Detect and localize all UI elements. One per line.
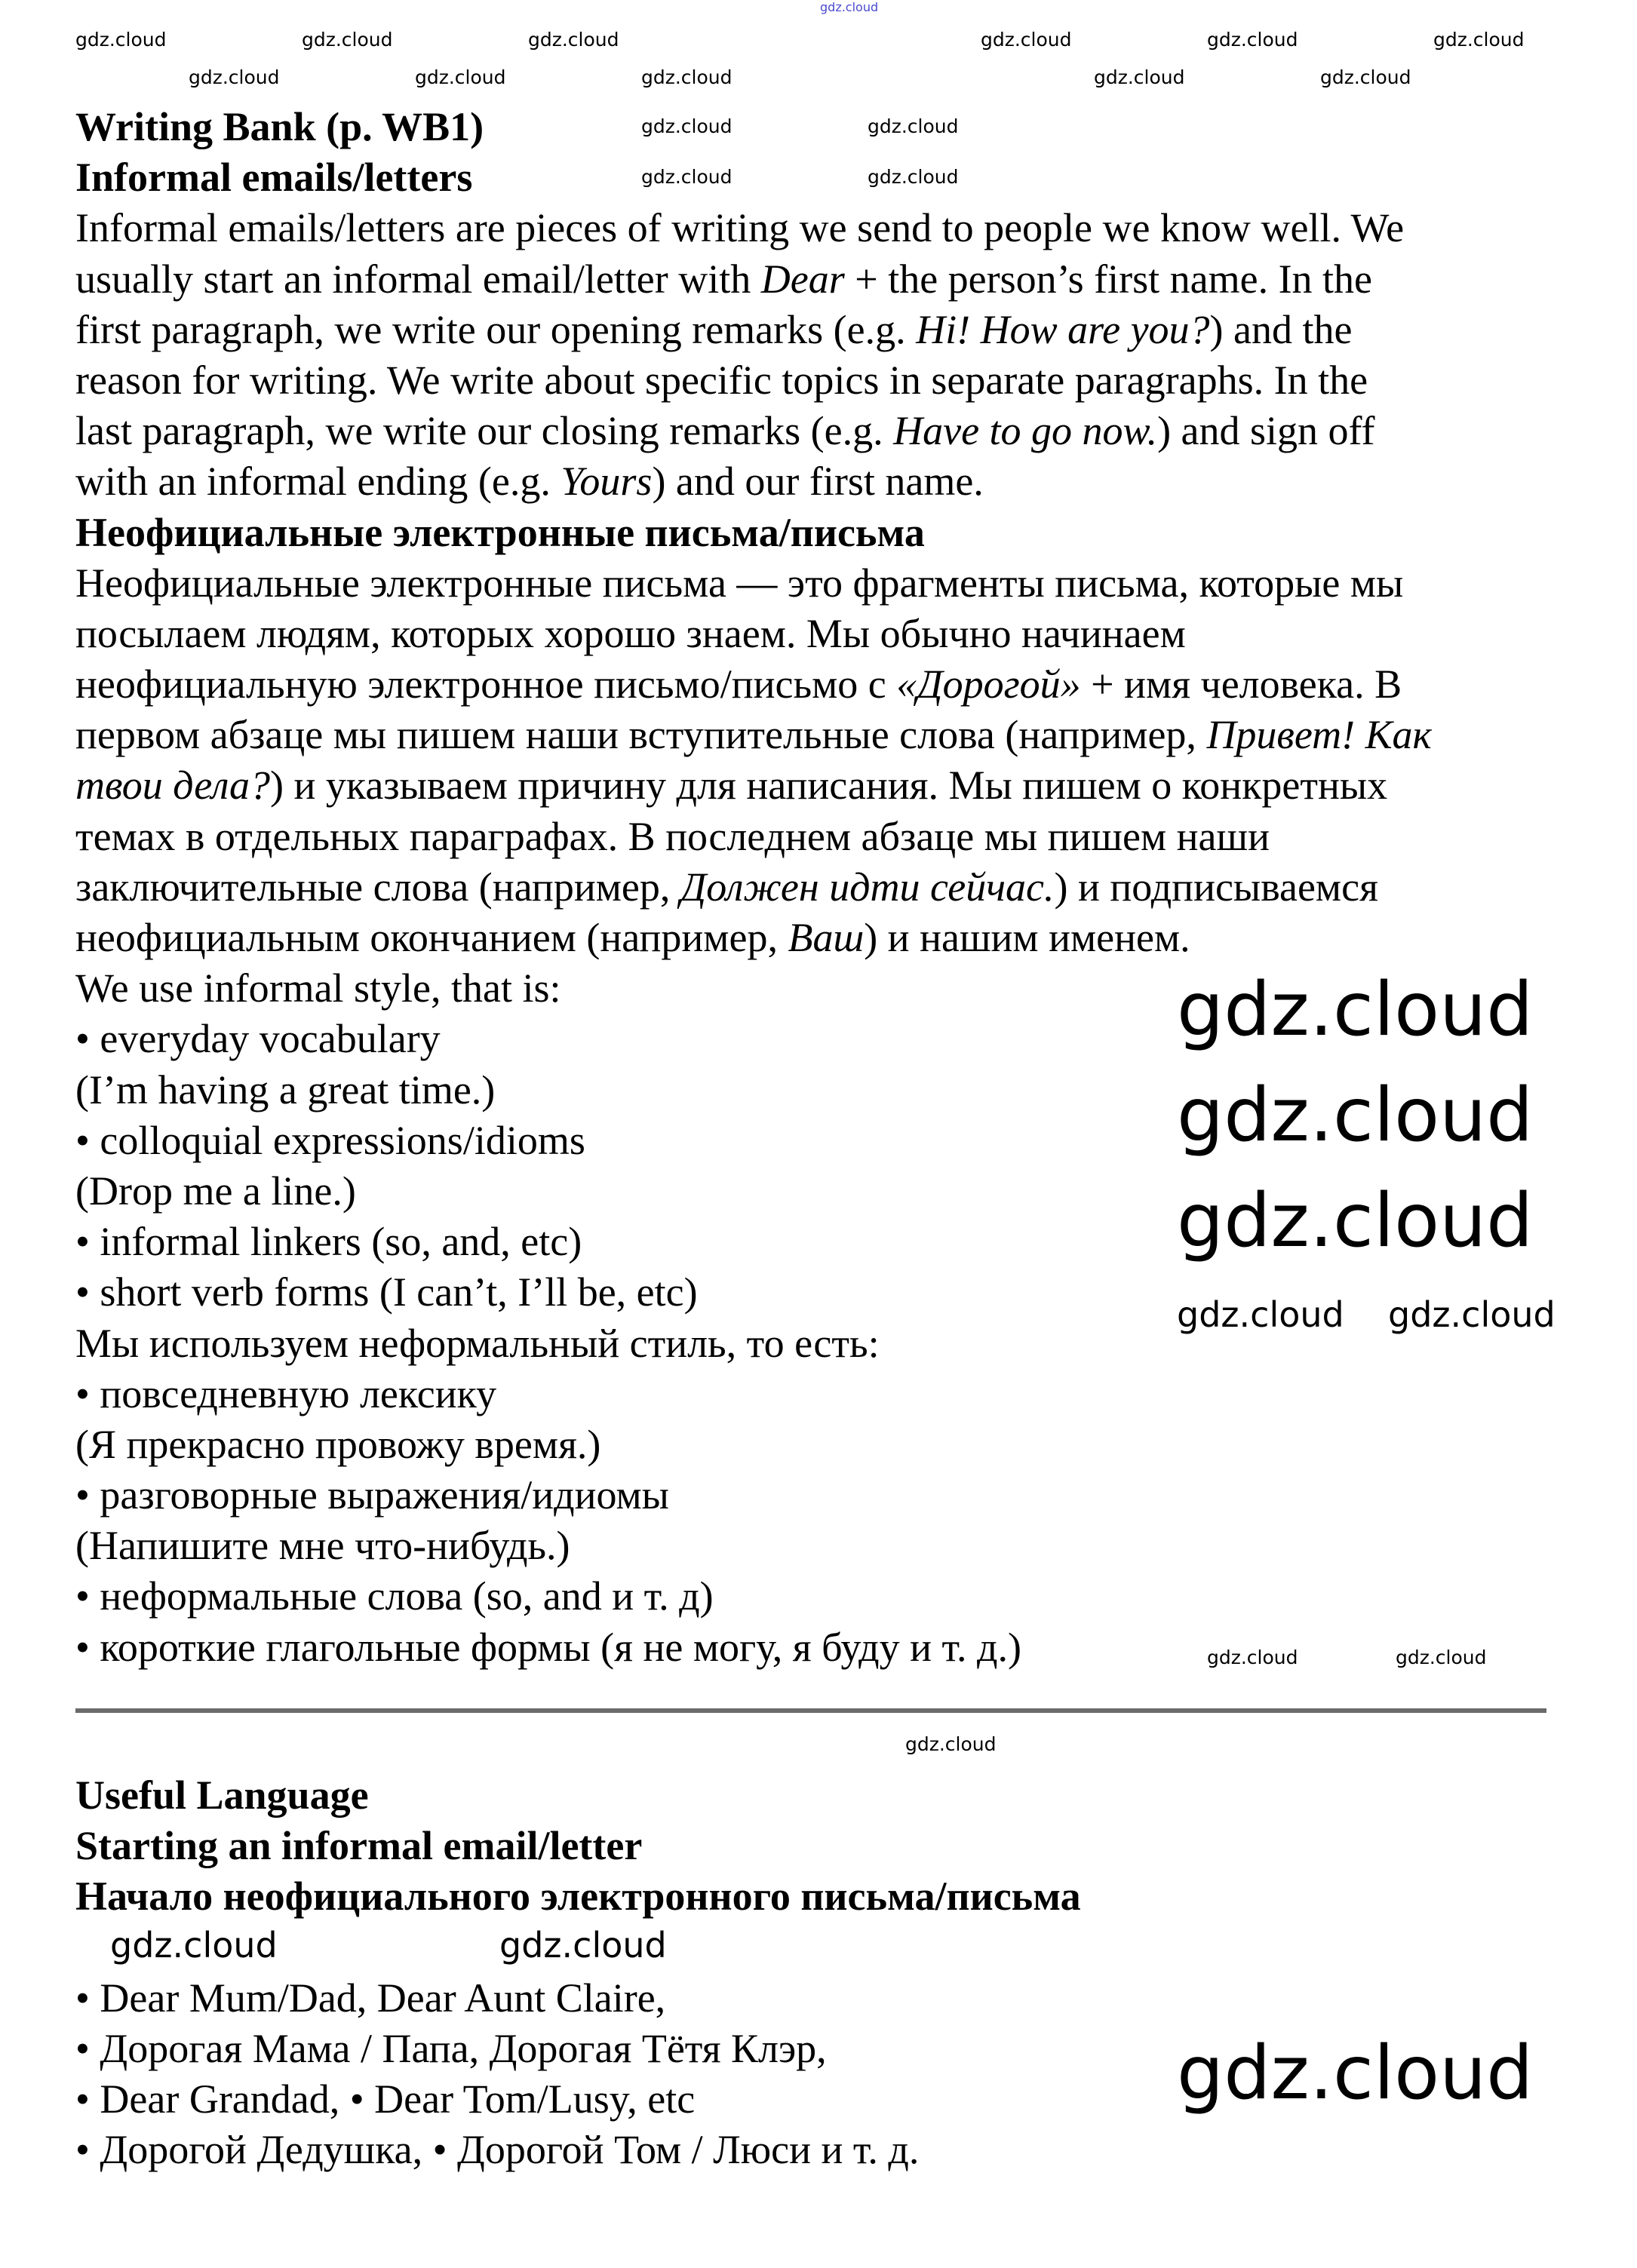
text-segment: (I’m having a great time.): [75, 1066, 496, 1113]
text-segment: • informal linkers (so, and, etc): [75, 1219, 582, 1265]
text-segment: (Drop me a line.): [75, 1168, 356, 1214]
text-segment: посылаем людям, которых хорошо знаем. Мы обычно начинаем: [75, 610, 1186, 656]
watermark: gdz.cloud: [1396, 1647, 1487, 1668]
italic-example: Привет! Как: [1206, 712, 1432, 758]
text-line: [75, 1521, 1432, 1571]
text-segment: Мы используем неформальный стиль, то есть:: [75, 1320, 880, 1366]
text-line: [75, 2074, 1081, 2125]
watermark: gdz.cloud: [981, 29, 1072, 51]
text-segment: темах в отдельных параграфах. В последнем абзаце мы пишем наши: [75, 813, 1270, 859]
text-segment: with an informal ending (e.g.: [75, 459, 561, 505]
text-line: [75, 355, 1432, 406]
text-segment: ) and our first name.: [652, 459, 984, 505]
text-segment: + имя человека. В: [1080, 661, 1402, 707]
text-segment: Informal emails/letters are pieces of writing we send to people we know well. We: [75, 205, 1405, 251]
watermark: gdz.cloud: [1177, 1073, 1534, 1159]
text-line: [75, 1571, 1432, 1622]
text-segment: • everyday vocabulary: [75, 1016, 441, 1062]
watermark: gdz.cloud: [110, 1925, 278, 1966]
watermark: gdz.cloud: [1177, 967, 1534, 1053]
text-segment: • неформальные слова (so, and и т. д): [75, 1573, 714, 1619]
text-segment: Informal emails/letters: [75, 155, 473, 201]
watermark: gdz.cloud: [641, 115, 733, 137]
text-segment: Starting an informal email/letter: [75, 1823, 643, 1869]
watermark: gdz.cloud: [1320, 66, 1411, 88]
text-segment: Начало неофициального электронного письма/письма: [75, 1874, 1081, 1920]
italic-example: «Дорогой»: [896, 661, 1081, 707]
heading-line: [75, 152, 1432, 203]
text-segment: Writing Bank (p. WB1): [75, 104, 484, 149]
watermark: gdz.cloud: [302, 29, 393, 51]
watermark: gdz.cloud: [641, 166, 733, 188]
text-segment: + the person’s first name. In the: [844, 256, 1373, 302]
text-line: [75, 812, 1432, 862]
text-segment: заключительные слова (например,: [75, 864, 680, 910]
italic-example: Yours: [561, 459, 653, 505]
text-segment: • короткие глагольные формы (я не могу, я буду и т. д.): [75, 1624, 1021, 1670]
text-line: [75, 305, 1432, 355]
text-segment: ) and sign off: [1157, 408, 1375, 454]
text-segment: usually start an informal email/letter with: [75, 256, 761, 302]
watermark: gdz.cloud: [528, 29, 619, 51]
text-segment: • colloquial expressions/idioms: [75, 1117, 585, 1163]
heading-line: [75, 1821, 1081, 1871]
italic-example: Have to go now.: [893, 408, 1158, 454]
watermark: gdz.cloud: [905, 1733, 997, 1755]
text-line: [75, 659, 1432, 710]
heading-line: [75, 1871, 1081, 1922]
text-segment: reason for writing. We write about specific topics in separate paragraphs. In the: [75, 357, 1368, 403]
text-segment: ) and the: [1209, 306, 1353, 352]
watermark: gdz.cloud: [1177, 1178, 1534, 1264]
watermark: gdz.cloud: [75, 29, 167, 51]
italic-example: Hi! How are you?: [916, 306, 1210, 352]
watermark: gdz.cloud: [868, 115, 959, 137]
heading-line: [75, 102, 1432, 152]
watermark: gdz.cloud: [1207, 1647, 1298, 1668]
useful-language-section: [75, 1770, 1081, 2176]
text-segment: неофициальным окончанием (например,: [75, 915, 788, 960]
watermark: gdz.cloud: [1177, 1294, 1344, 1335]
text-segment: • разговорные выражения/идиомы: [75, 1472, 669, 1518]
text-line: [75, 456, 1432, 507]
text-segment: last paragraph, we write our closing remarks (e.g.: [75, 408, 894, 454]
text-line: [75, 862, 1432, 913]
italic-example: Ваш: [788, 915, 865, 960]
text-line: [75, 1419, 1432, 1470]
text-line: [75, 913, 1432, 963]
text-segment: first paragraph, we write our opening remarks (e.g.: [75, 306, 917, 352]
text-line: [75, 558, 1432, 609]
watermark: gdz.cloud: [641, 66, 733, 88]
text-segment: Useful Language: [75, 1772, 369, 1818]
text-line: [75, 406, 1432, 456]
text-segment: (Напишите мне что-нибудь.): [75, 1523, 570, 1569]
text-line: [75, 1470, 1432, 1521]
text-line: [75, 2024, 1081, 2074]
section-divider: [75, 1708, 1546, 1713]
text-segment: Неофициальные электронные письма — это фрагменты письма, которые мы: [75, 560, 1404, 606]
text-line: [75, 1973, 1081, 2024]
text-segment: • Дорогой Дедушка, • Дорогой Том / Люси и т. д.: [75, 2127, 920, 2173]
italic-example: Должен идти сейчас.: [680, 864, 1055, 910]
text-line: [75, 609, 1432, 659]
watermark: gdz.cloud: [189, 66, 280, 88]
heading-line: [75, 1770, 1081, 1821]
watermark: gdz.cloud: [868, 166, 959, 188]
watermark: gdz.cloud: [1388, 1294, 1556, 1335]
italic-example: твои дела?: [75, 763, 271, 809]
text-segment: первом абзаце мы пишем наши вступительные слова (например,: [75, 712, 1207, 758]
watermark: gdz.cloud: [1177, 2030, 1534, 2116]
watermark: gdz.cloud: [1094, 66, 1185, 88]
watermark: gdz.cloud: [1433, 29, 1525, 51]
text-segment: Неофициальные электронные письма/письма: [75, 509, 925, 555]
text-segment: (Я прекрасно провожу время.): [75, 1421, 601, 1467]
text-segment: We use informal style, that is:: [75, 965, 561, 1011]
writing-bank-section: [75, 102, 1432, 1673]
text-line: [75, 254, 1432, 305]
text-line: [75, 710, 1432, 760]
text-segment: • Дорогая Мама / Папа, Дорогая Тётя Клэр,: [75, 2025, 827, 2071]
text-line: [75, 2125, 1081, 2175]
text-segment: ) и подписываемся: [1054, 864, 1378, 910]
text-segment: • Dear Grandad, • Dear Tom/Lusy, etc: [75, 2076, 696, 2122]
text-line: [75, 1369, 1432, 1419]
watermark: gdz.cloud: [499, 1925, 667, 1966]
text-segment: • short verb forms (I can’t, I’ll be, etc): [75, 1269, 698, 1315]
text-line: [75, 203, 1432, 253]
watermark: gdz.cloud: [820, 0, 879, 14]
text-segment: ) и нашим именем.: [864, 915, 1190, 960]
text-segment: • повседневную лексику: [75, 1370, 497, 1416]
text-segment: неофициальную электронное письмо/письмо с: [75, 661, 897, 707]
italic-example: Dear: [760, 256, 845, 302]
text-line: [75, 760, 1432, 811]
text-segment: ) и указываем причину для написания. Мы пишем о конкретных: [270, 763, 1388, 809]
heading-line: [75, 508, 1432, 558]
watermark: gdz.cloud: [415, 66, 506, 88]
text-segment: • Dear Mum/Dad, Dear Aunt Claire,: [75, 1975, 666, 2021]
watermark: gdz.cloud: [1207, 29, 1298, 51]
